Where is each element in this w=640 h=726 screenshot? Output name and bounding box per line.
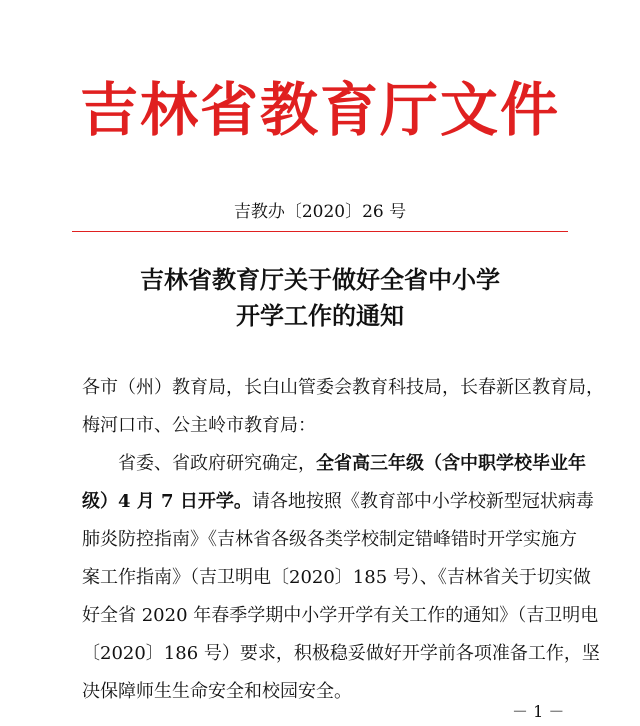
addressee-line-1: 各市（州）教育局，长白山管委会教育科技局，长春新区教育局，: [82, 377, 604, 398]
page-number: － 1 －: [512, 702, 565, 721]
paragraph-1-line-6: 〔2020〕186 号）要求，积极稳妥做好开学前各项准备工作，坚: [82, 643, 600, 664]
red-separator-line: [72, 231, 568, 232]
document-title-line-2: 开学工作的通知: [236, 301, 404, 330]
addressee-line-2: 梅河口市、公主岭市教育局：: [82, 415, 316, 436]
paragraph-1-line-1-normal: 省委、省政府研究确定，: [118, 453, 316, 474]
paragraph-1-line-3: 肺炎防控指南》《吉林省各级各类学校制定错峰错时开学实施方: [82, 529, 577, 550]
document-number: 吉教办〔2020〕26 号: [233, 202, 407, 222]
paragraph-1-line-5: 好全省 2020 年春季学期中小学开学有关工作的通知》（吉卫明电: [82, 605, 599, 626]
paragraph-1-line-1-bold: 全省高三年级（含中职学校毕业年: [316, 453, 586, 474]
paragraph-1-line-7: 决保障师生生命安全和校园安全。: [82, 681, 352, 702]
paragraph-1-line-2-bold: 级）4 月 7 日开学。: [82, 491, 252, 512]
paragraph-1-line-2: [82, 483, 594, 521]
document-title-line-1: 吉林省教育厅关于做好全省中小学: [140, 265, 500, 294]
red-header-title: 吉林省教育厅文件: [79, 76, 560, 144]
paragraph-1-line-2-normal: 请各地按照《教育部中小学校新型冠状病毒: [251, 491, 594, 512]
paragraph-1-line-1: [82, 445, 586, 483]
document-body: [82, 369, 604, 711]
paragraph-1-line-4: 案工作指南》（吉卫明电〔2020〕185 号）、《吉林省关于切实做: [82, 567, 591, 588]
document-title: [0, 262, 640, 334]
